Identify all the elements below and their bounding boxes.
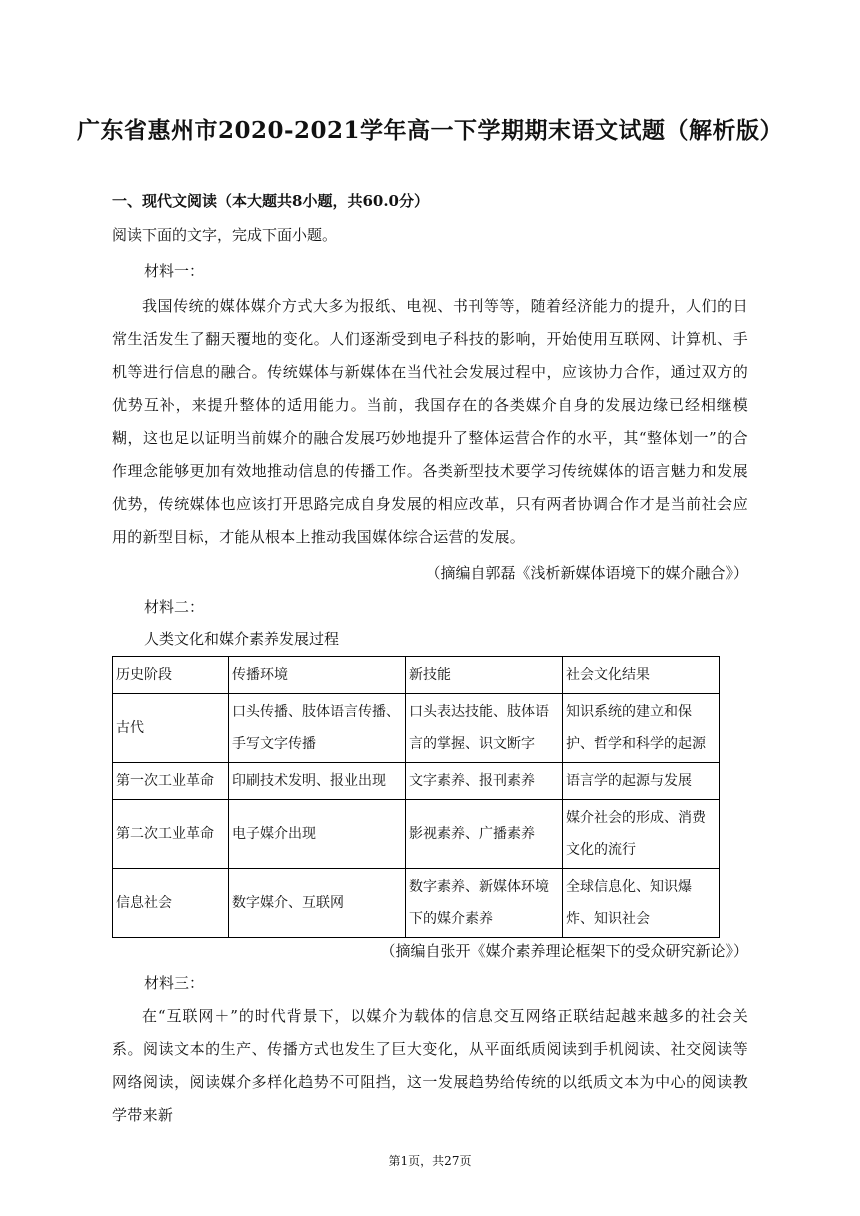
material-2-label: 材料二： <box>144 598 205 616</box>
table-cell: 影视素养、广播素养 <box>406 800 563 869</box>
document-title: 广东省惠州市2020-2021学年高一下学期期末语文试题（解析版） <box>76 117 784 144</box>
media-literacy-table <box>112 656 720 938</box>
table-row <box>113 869 720 938</box>
table-cell: 第二次工业革命 <box>113 800 229 869</box>
table-header-cell: 传播环境 <box>229 657 406 694</box>
table-header-row <box>113 657 720 694</box>
table-header-cell: 社会文化结果 <box>563 657 720 694</box>
table-header-cell: 新技能 <box>406 657 563 694</box>
material-1-source: （摘编自郭磊《浅析新媒体语境下的媒介融合》） <box>425 564 748 582</box>
table-cell: 媒介社会的形成、消费文化的流行 <box>563 800 720 869</box>
table-cell: 口头表达技能、肢体语言的掌握、识文断字 <box>406 694 563 763</box>
table-row <box>113 800 720 869</box>
table-row <box>113 763 720 800</box>
table-cell: 口头传播、肢体语言传播、手写文字传播 <box>229 694 406 763</box>
table-header-cell: 历史阶段 <box>113 657 229 694</box>
table-cell: 古代 <box>113 694 229 763</box>
table-cell: 知识系统的建立和保护、哲学和科学的起源 <box>563 694 720 763</box>
section-heading: 一、现代文阅读（本大题共8小题，共60.0分） <box>112 192 429 210</box>
table-cell: 数字素养、新媒体环境下的媒介素养 <box>406 869 563 938</box>
instruction-text: 阅读下面的文字，完成下面小题。 <box>112 226 338 244</box>
table-row <box>113 694 720 763</box>
material-3-label: 材料三： <box>144 974 205 992</box>
table-caption: 人类文化和媒介素养发展过程 <box>144 630 340 648</box>
table-cell: 全球信息化、知识爆炸、知识社会 <box>563 869 720 938</box>
material-2-source: （摘编自张开《媒介素养理论框架下的受众研究新论》） <box>380 942 748 960</box>
table-cell: 信息社会 <box>113 869 229 938</box>
table-cell: 第一次工业革命 <box>113 763 229 800</box>
material-1-label: 材料一： <box>144 262 205 280</box>
table-cell: 数字媒介、互联网 <box>229 869 406 938</box>
page-footer: 第1页，共27页 <box>388 1154 472 1168</box>
table-cell: 文字素养、报刊素养 <box>406 763 563 800</box>
material-1-text: 我国传统的媒体媒介方式大多为报纸、电视、书刊等等，随着经济能力的提升，人们的日常生活发生了翻天覆地的变化。人们逐渐受到电子科技的影响，开始使用互联网、计算机、手机等进行信息的融合。传统媒体与新媒体在当代社会发展过程中，应该协力合作，通过双方的优势互补，来提升整体的适用能力。当前，我国存在的各类媒介自身的发展边缘已经相继模糊，这也足以证明当前媒介的融合发展巧妙地提升了整体运营合作的水平，其“整体划一”的合作理念能够更加有效地推动信息的传播工作。各类新型技术要学习传统媒体的语言魅力和发展优势，传统媒体也应该打开思路完成自身发展的相应改革，只有两者协调合作才是当前社会应用的新型目标，才能从根本上推动我国媒体综合运营的发展。 <box>112 297 748 546</box>
table-cell: 印刷技术发明、报业出现 <box>229 763 406 800</box>
material-3-text: 在“互联网＋”的时代背景下，以媒介为载体的信息交互网络正联结起越来越多的社会关系。阅读文本的生产、传播方式也发生了巨大变化，从平面纸质阅读到手机阅读、社交阅读等网络阅读，阅读媒介多样化趋势不可阻挡，这一发展趋势给传统的以纸质文本为中心的阅读教学带来新 <box>112 1007 748 1124</box>
table-cell: 语言学的起源与发展 <box>563 763 720 800</box>
table-cell: 电子媒介出现 <box>229 800 406 869</box>
